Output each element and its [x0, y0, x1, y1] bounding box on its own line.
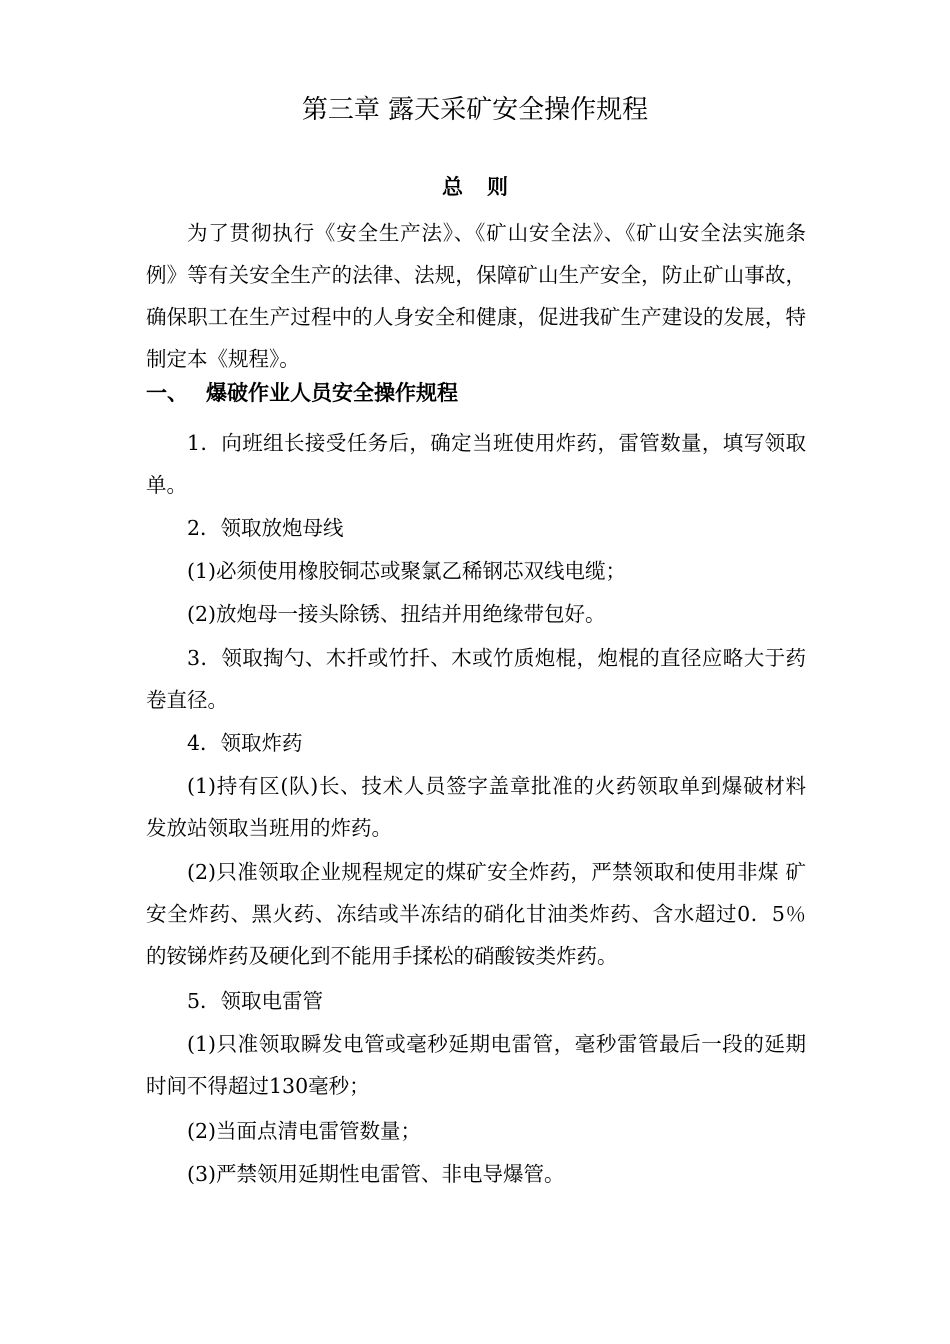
paragraph-item-5-1: (1)只准领取瞬发电管或毫秒延期电雷管，毫秒雷管最后一段的延期时间不得超过130毫秒； — [146, 1032, 806, 1098]
paragraph-item-4-2: (2)只准领取企业规程规定的煤矿安全炸药，严禁领取和使用非煤 矿安全炸药、黑火药、冻结或半冻结的硝化甘油类炸药、含水超过0．5％ 的铵锑炸药及硬化到不能用手揉松的硝酸铵类炸药。 — [146, 860, 806, 968]
heading-1-number: 一、 — [146, 381, 188, 405]
paragraph-item-4-1: (1)持有区(队)长、技术人员签字盖章批准的火药领取单到爆破材料发放站领取当班用的炸药。 — [146, 774, 806, 840]
paragraph-item-2-2: (2)放炮母一接头除锈、扭结并用绝缘带包好。 — [187, 602, 606, 626]
paragraph-item-3: 3．领取掏勺、木扦或竹扦、木或竹质炮棍，炮棍的直径应略大于药卷直径。 — [146, 646, 806, 712]
intro-paragraph: 为了贯彻执行《安全生产法》、《矿山安全法》、《矿山安全法实施条例》等有关安全生产的法律、法规，保障矿山生产安全，防止矿山事故，确保职工在生产过程中的人身安全和健康，促进我矿生产建设的发展，特制定本《规程》。 — [146, 221, 806, 371]
heading-1-text: 爆破作业人员安全操作规程 — [206, 381, 458, 405]
chapter-title: 第三章 露天采矿安全操作规程 — [301, 95, 649, 125]
paragraph-item-2: 2．领取放炮母线 — [187, 516, 344, 540]
paragraph-item-5-3: (3)严禁领用延期性电雷管、非电导爆管。 — [187, 1162, 565, 1186]
paragraph-item-1: 1．向班组长接受任务后，确定当班使用炸药，雷管数量，填写领取单。 — [146, 431, 806, 497]
section-title: 总则 — [442, 175, 532, 199]
heading-1 — [146, 376, 806, 410]
paragraph-item-5: 5．领取电雷管 — [187, 989, 324, 1013]
paragraph-item-5-2: (2)当面点清电雷管数量； — [187, 1119, 422, 1143]
paragraph-item-4: 4．领取炸药 — [187, 731, 303, 755]
paragraph-item-2-1: (1)必须使用橡胶铜芯或聚氯乙稀钢芯双线电缆； — [187, 559, 627, 583]
